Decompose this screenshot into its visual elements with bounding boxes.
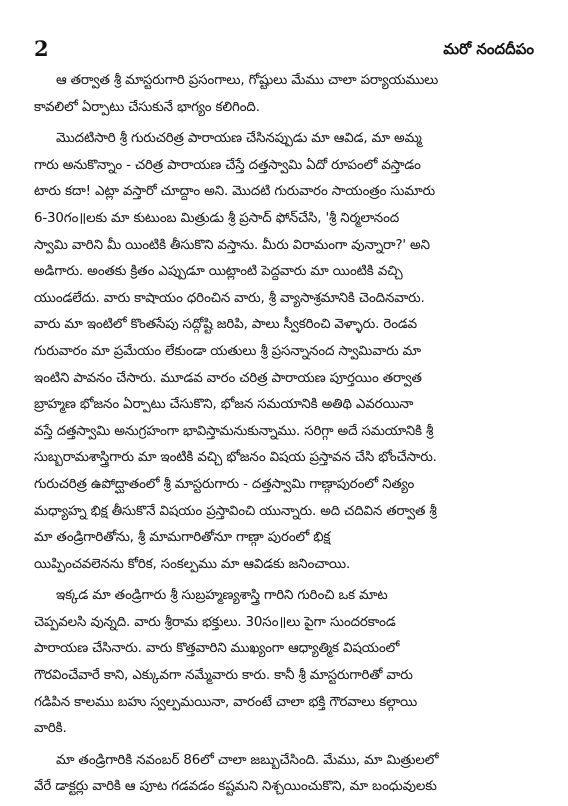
paragraph-2 — [34, 126, 532, 578]
text-line: వారు మా ఇంటిలో కొంతసేపు సద్గోష్టి జరిపి, పాలు స్వీకరించి వెళ్ళారు. రెండవ — [34, 317, 418, 333]
text-line: గురుచరిత్ర ఉపోద్ఘాతంలో శ్రీ మాస్టరుగారు - దత్తస్వామి గాణ్గాపురంలో నిత్యం — [34, 476, 415, 492]
text-line: కావలిలో ఏర్పాటు చేసుకునే భాగ్యం కలిగింది. — [34, 99, 260, 115]
text-line: వేరే డాక్టర్లు వారికి ఆ పూట గడవడం కష్టమని నిశ్చయించుకొని, మా బంధువులకు — [34, 779, 437, 795]
text-line: గురువారం మా ప్రమేయం లేకుండా యతులు శ్రీ ప్రసన్నానంద స్వామివారు మా — [34, 343, 421, 359]
page-header — [34, 36, 534, 64]
text-line: అడిగారు. అంతకు క్రితం ఎప్పుడూ యిట్లాంటి పెద్దవారు మా యింటికి వచ్చి — [34, 264, 403, 280]
text-line: వారికి. — [34, 721, 67, 737]
paragraph-1 — [34, 68, 532, 121]
running-title: మరో నందదీపం — [443, 40, 534, 58]
text-line: చెప్పవలసి వున్నది. వారు శ్రీరామ భక్తులు. 30సం॥లు పైగా సుందరకాండ — [34, 614, 396, 630]
text-line: బ్రాహ్మణ భోజనం ఏర్పాటు చేసుకొని, భోజన సమయానికి అతిథి ఎవరయినా — [34, 397, 414, 413]
text-line: వస్తే దత్తస్వామి అనుగ్రహంగా భావిస్తామనుకున్నాము. సరిగ్గా అదే సమయానికి శ్రీ — [34, 423, 434, 439]
text-line: గారు అనుకొన్నాం - చరిత్ర పారాయణ చేస్తే దత్తస్వామి ఏదో రూపంలో వస్తాడం — [34, 157, 421, 173]
text-line: మొదటిసారి శ్రీ గురుచరిత్ర పారాయణ చేసినప్పుడు మా ఆవిడ, మా అమ్మ — [56, 131, 422, 147]
body-text — [34, 68, 532, 806]
page-number: 2 — [34, 36, 49, 61]
text-line: మా తండ్రిగారితోను, శ్రీ మామగారితోనూ గాణ్గా పురంలో భిక్ష — [34, 530, 331, 546]
paragraph-3 — [34, 583, 532, 743]
text-line: స్వామి వారిని మీ యింటికి తీసుకొని వస్తాను. మీరు విరామంగా వున్నారా?' అని — [34, 237, 430, 253]
text-line: గౌరవించేవారే కాని, ఎక్కువగా నమ్మేవారు కారు. కానీ శ్రీ మాస్టరుగారితో వారు — [34, 668, 413, 684]
text-line: ఇక్కడ మా తండ్రిగారు శ్రీ సుబ్రహ్మణ్యశాస్త్రి గారిని గురించి ఒక మాట — [56, 588, 388, 604]
text-line: మధ్యాహ్న భిక్ష తీసుకొనే విషయం ప్రస్తావించి యున్నారు. అది చదివిన తర్వాత శ్రీ — [34, 503, 437, 519]
text-line: 6-30గం॥లకు మా కుటుంబ మిత్రుడు శ్రీ ప్రసాద్ ఫోన్‌చేసి, 'శ్రీ నిర్మలానంద — [34, 210, 400, 226]
text-line: ఆ తర్వాత శ్రీ మాస్టరుగారి ప్రసంగాలు, గోష్టులు మేము చాలా పర్యాయములు — [56, 73, 439, 88]
paragraph-4 — [34, 748, 532, 801]
text-line: యుండలేదు. వారు కాషాయం ధరించిన వారు, శ్రీ వ్యాసాశ్రమానికి చెందినవారు. — [34, 290, 425, 306]
text-line: టారు కదా! ఎట్లా వస్తారో చూద్దాం అని. మొదటి గురువారం సాయంత్రం సుమారు — [34, 184, 436, 200]
text-line: ఇంటిని పావనం చేసారు. మూడవ వారం చరిత్ర పారాయణ పూర్తయిం తర్వాత — [34, 370, 422, 386]
text-line: పారాయణ చేసినారు. వారు కొత్తవారిని ముఖ్యంగా ఆధ్యాత్మిక విషయంలో — [34, 641, 400, 657]
text-line: మా తండ్రిగారికి నవంబర్ 86లో చాలా జబ్బుచేసింది. మేము, మా మిత్రులలో — [56, 752, 439, 768]
text-line: సుబ్బరామశాస్త్రిగారు మా ఇంటికి వచ్చి భోజనం విషయ ప్రస్తావన చేసి భోంచేసారు. — [34, 450, 437, 466]
text-line: యిప్పించవలెనను కోరిక, సంకల్పము మా ఆవిడకు జనించాయి. — [34, 556, 351, 572]
text-line: గడిపిన కాలము బహు స్వల్పమయినా, వారంటే చాలా భక్తి గౌరవాలు కల్గాయి — [34, 694, 418, 710]
